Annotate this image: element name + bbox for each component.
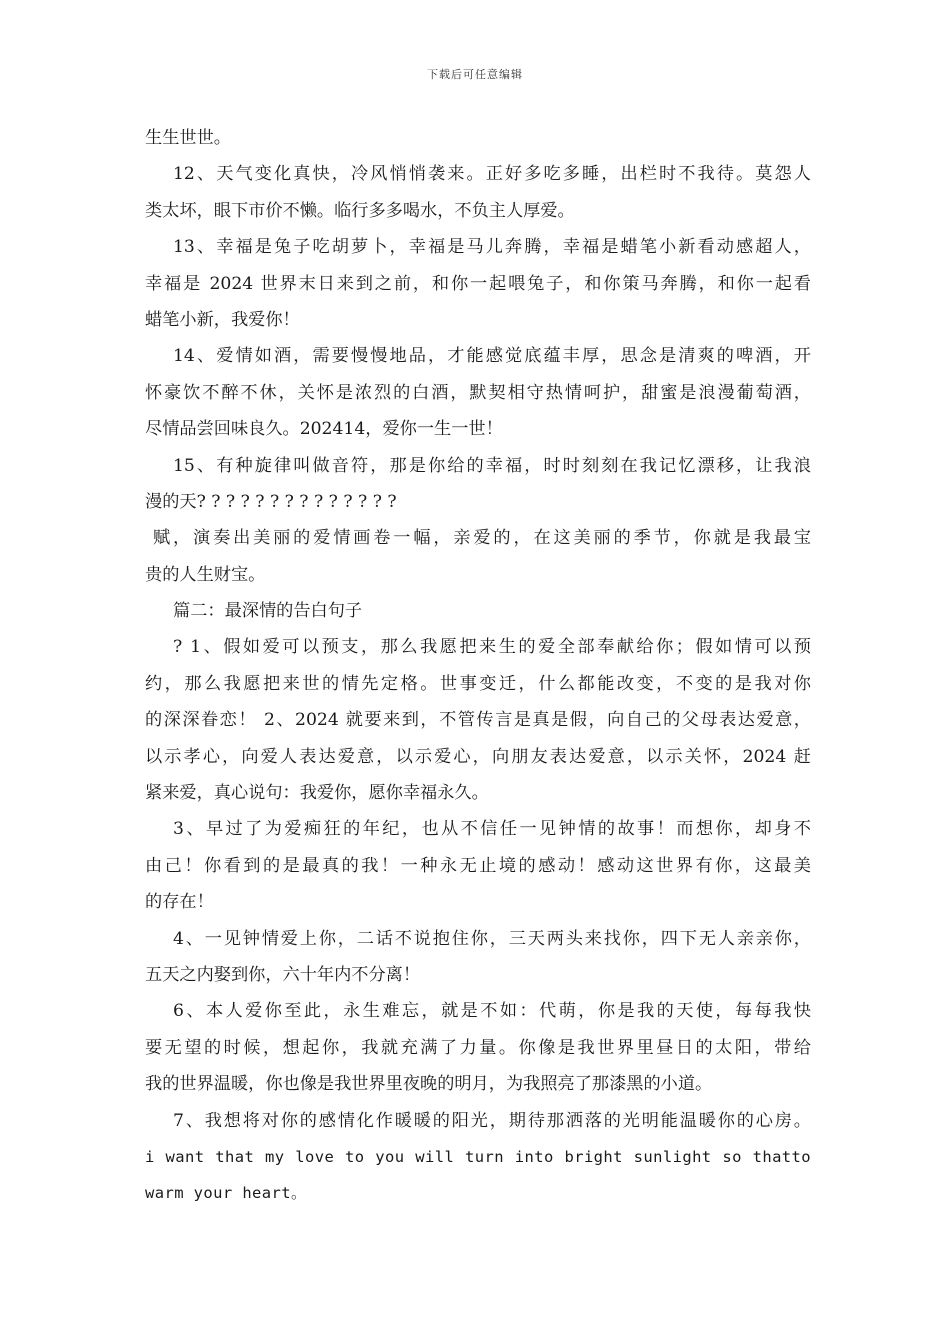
text-line: 15、有种旋律叫做音符，那是你给的幸福，时时刻刻在我记忆漂移，让我浪 [173, 455, 811, 476]
text-line: 4、一见钟情爱上你，二话不说抱住你，三天两头来找你，四下无人亲亲你， [173, 928, 811, 949]
text-line: i want that my love to you will turn into bright sunlight so thatto [145, 1147, 811, 1166]
text-line: 约，那么我愿把来世的情先定格。世事变迁，什么都能改变，不变的是我对你 [145, 673, 811, 694]
text-line: 我的世界温暖，你也像是我世界里夜晚的明月，为我照亮了那漆黑的小道。 [145, 1074, 713, 1095]
text-line: warm your heart。 [145, 1184, 307, 1203]
text-line: 的存在！ [145, 892, 214, 913]
text-line: 蜡笔小新，我爱你！ [145, 309, 300, 330]
text-line: 紧来爱，真心说句：我爱你，愿你幸福永久。 [145, 783, 489, 804]
text-line: 13、幸福是兔子吃胡萝卜，幸福是马儿奔腾，幸福是蜡笔小新看动感超人， [173, 237, 811, 258]
text-line: 五天之内娶到你，六十年内不分离！ [145, 964, 421, 985]
text-line: 由己！你看到的是最真的我！一种永无止境的感动！感动这世界有你，这最美 [145, 855, 811, 876]
text-line: 的深深眷恋！ 2、2024 就要来到，不管传言是真是假，向自己的父母表达爱意， [145, 710, 811, 731]
text-line: 12、天气变化真快，冷风悄悄袭来。正好多吃多睡，出栏时不我待。莫怨人 [173, 164, 811, 185]
page-header: 下载后可任意编辑 [427, 68, 523, 81]
text-line: 生生世世。 [145, 128, 231, 148]
text-line: 尽情品尝回味良久。202414，爱你一生一世！ [145, 419, 503, 440]
text-line: 漫的天? ? ? ? ? ? ? ? ? ? ? ? ? ? [145, 491, 397, 512]
document-body [145, 120, 811, 1212]
text-line: 篇二：最深情的告白句子 [173, 601, 363, 622]
text-line: 3、早过了为爱痴狂的年纪，也从不信任一见钟情的故事！而想你，却身不 [173, 819, 811, 840]
text-line: 6、本人爱你至此，永生难忘，就是不如：代萌，你是我的天使，每每我快 [173, 1001, 811, 1022]
text-line: 幸福是 2024 世界末日来到之前，和你一起喂兔子，和你策马奔腾，和你一起看 [145, 273, 811, 294]
text-line: 7、我想将对你的感情化作暖暖的阳光，期待那洒落的光明能温暖你的心房。 [173, 1110, 811, 1131]
text-line: 要无望的时候，想起你，我就充满了力量。你像是我世界里昼日的太阳，带给 [145, 1037, 811, 1058]
text-line: 以示孝心，向爱人表达爱意，以示爱心，向朋友表达爱意，以示关怀，2024 赶 [145, 746, 811, 767]
text-line: 贵的人生财宝。 [145, 564, 266, 585]
text-line: 类太坏，眼下市价不懒。临行多多喝水，不负主人厚爱。 [145, 200, 575, 221]
text-line: ? 1、假如爱可以预支，那么我愿把来生的爱全部奉献给你；假如情可以预 [173, 637, 811, 658]
text-line: 怀豪饮不醉不休，关怀是浓烈的白酒，默契相守热情呵护，甜蜜是浪漫葡萄酒， [145, 382, 811, 403]
text-line: 赋，演奏出美丽的爱情画卷一幅，亲爱的，在这美丽的季节，你就是我最宝 [153, 528, 811, 549]
text-line: 14、爱情如酒，需要慢慢地品，才能感觉底蕴丰厚，思念是清爽的啤酒，开 [173, 346, 811, 367]
